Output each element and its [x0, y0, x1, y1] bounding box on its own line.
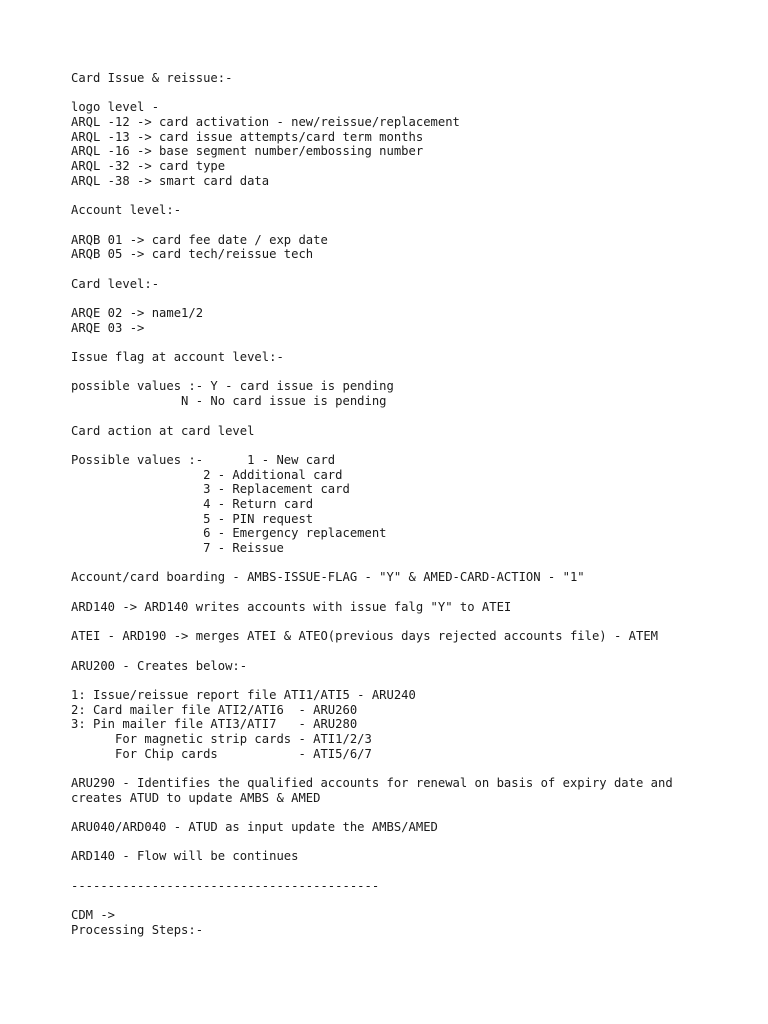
text-line: Processing Steps:-: [71, 922, 204, 937]
text-line: For Chip cards - ATI5/6/7: [71, 746, 372, 761]
text-line: [71, 262, 751, 277]
text-line: [71, 761, 751, 776]
text-line: Card Issue & reissue:-: [71, 71, 233, 85]
text-line: [71, 585, 751, 600]
text-line: ARU040/ARD040 - ATUD as input update the AMBS/AMED: [71, 820, 438, 835]
text-line: [71, 189, 751, 204]
text-line: ------------------------------------------: [71, 878, 380, 893]
text-line: 2 - Additional card: [71, 467, 343, 482]
text-line: 1: Issue/reissue report file ATI1/ATI5 - ARU240: [71, 687, 416, 702]
text-line: 6 - Emergency replacement: [71, 526, 387, 541]
text-line: 4 - Return card: [71, 496, 314, 511]
text-line: ARQB 05 -> card tech/reissue tech: [71, 247, 314, 262]
text-line: ARD140 -> ARD140 writes accounts with issue falg "Y" to ATEI: [71, 599, 512, 614]
text-line: 7 - Reissue: [71, 541, 284, 555]
text-line: [71, 438, 751, 453]
text-line: Issue flag at account level:-: [71, 350, 284, 365]
text-line: 3: Pin mailer file ATI3/ATI7 - ARU280: [71, 717, 358, 732]
text-line: ARQB 01 -> card fee date / exp date: [71, 232, 328, 247]
document-body: [71, 71, 751, 938]
text-line: [71, 644, 751, 659]
text-line: Card level:-: [71, 276, 160, 291]
text-line: ARD140 - Flow will be continues: [71, 849, 299, 864]
text-line: logo level -: [71, 100, 160, 115]
text-line: For magnetic strip cards - ATI1/2/3: [71, 731, 372, 746]
text-line: [71, 556, 751, 571]
text-line: ARQL -32 -> card type: [71, 159, 226, 174]
text-line: Possible values :- 1 - New card: [71, 452, 336, 467]
text-line: ARU200 - Creates below:-: [71, 658, 248, 673]
text-line: [71, 365, 751, 380]
text-line: ARQL -12 -> card activation - new/reissue/replacement: [71, 115, 460, 130]
text-line: Account/card boarding - AMBS-ISSUE-FLAG - "Y" & AMED-CARD-ACTION - "1": [71, 570, 585, 585]
text-line: ARQL -13 -> card issue attempts/card term months: [71, 129, 424, 144]
text-line: [71, 409, 751, 424]
text-line: N - No card issue is pending: [71, 394, 387, 409]
text-line: [71, 864, 751, 879]
text-line: ARU290 - Identifies the qualified accounts for renewal on basis of expiry date and: [71, 776, 673, 790]
text-line: 5 - PIN request: [71, 511, 314, 526]
text-line: Account level:-: [71, 203, 182, 218]
text-line: [71, 291, 751, 306]
text-line: [71, 335, 751, 350]
text-line: [71, 805, 751, 820]
text-line: ARQE 02 -> name1/2: [71, 306, 204, 320]
text-line: possible values :- Y - card issue is pending: [71, 379, 394, 394]
text-line: ARQL -16 -> base segment number/embossing number: [71, 144, 424, 159]
text-line: 2: Card mailer file ATI2/ATI6 - ARU260: [71, 702, 358, 717]
text-line: [71, 86, 751, 101]
text-line: ARQL -38 -> smart card data: [71, 173, 270, 188]
text-line: ARQE 03 ->: [71, 320, 145, 335]
text-line: creates ATUD to update AMBS & AMED: [71, 790, 321, 805]
text-line: 3 - Replacement card: [71, 482, 350, 497]
text-line: [71, 894, 751, 909]
text-line: [71, 218, 751, 233]
text-line: CDM ->: [71, 908, 116, 923]
text-line: [71, 835, 751, 850]
text-line: Card action at card level: [71, 423, 255, 438]
text-line: [71, 673, 751, 688]
text-line: [71, 614, 751, 629]
text-line: ATEI - ARD190 -> merges ATEI & ATEO(previous days rejected accounts file) - ATEM: [71, 629, 658, 644]
